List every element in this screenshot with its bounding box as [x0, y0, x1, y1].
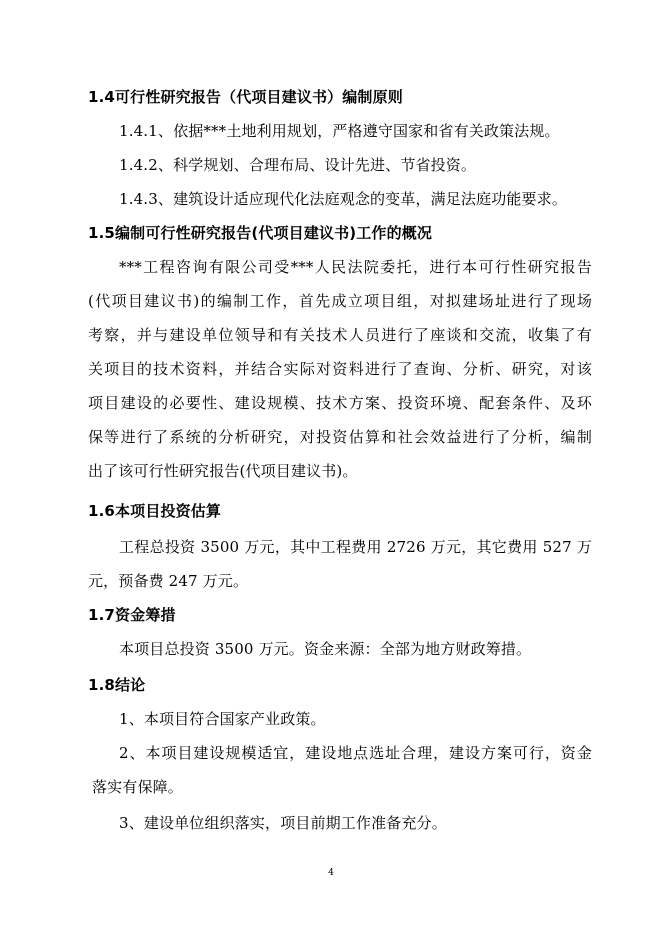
- section-1-8-line-2: 2、本项目建设规模适宜，建设地点选址合理，建设方案可行，资金: [119, 744, 592, 762]
- section-1-7-line-1: 本项目总投资 3500 万元。资金来源：全部为地方财政筹措。: [119, 640, 532, 658]
- section-1-5-heading: 1.5编制可行性研究报告(代项目建议书)工作的概况: [88, 224, 433, 242]
- section-1-4-item-1: 1.4.1、依据***土地利用规划，严格遵守国家和省有关政策法规。: [119, 122, 560, 140]
- section-1-8-line-3: 落实有保障。: [92, 778, 183, 796]
- section-1-4-heading: 1.4可行性研究报告（代项目建议书）编制原则: [88, 88, 403, 106]
- section-1-6-heading: 1.6本项目投资估算: [88, 502, 222, 520]
- page-number: 4: [328, 868, 334, 878]
- section-1-5-line-2: (代项目建议书)的编制工作，首先成立项目组，对拟建场址进行了现场: [88, 292, 592, 310]
- section-1-5-line-5: 项目建设的必要性、建设规模、技术方案、投资环境、配套条件、及环: [88, 394, 592, 412]
- section-1-4-item-3: 1.4.3、建筑设计适应现代化法庭观念的变革，满足法庭功能要求。: [119, 190, 567, 208]
- section-1-5-line-6: 保等进行了系统的分析研究，对投资估算和社会效益进行了分析，编制: [88, 428, 592, 446]
- section-1-5-line-3: 考察，并与建设单位领导和有关技术人员进行了座谈和交流，收集了有: [88, 326, 592, 344]
- section-1-6-line-1: 工程总投资 3500 万元，其中工程费用 2726 万元，其它费用 527 万: [119, 538, 592, 556]
- section-1-6-line-2: 元，预备费 247 万元。: [88, 572, 249, 590]
- section-1-5-line-1: ***工程咨询有限公司受***人民法院委托，进行本可行性研究报告: [119, 258, 592, 276]
- section-1-5-line-4: 关项目的技术资料，并结合实际对资料进行了查询、分析、研究，对该: [88, 360, 592, 378]
- section-1-5-line-7: 出了该可行性研究报告(代项目建议书)。: [88, 462, 358, 480]
- section-1-8-heading: 1.8结论: [88, 676, 146, 694]
- section-1-8-line-4: 3、建设单位组织落实，项目前期工作准备充分。: [119, 814, 447, 832]
- section-1-8-line-1: 1、本项目符合国家产业政策。: [119, 710, 326, 728]
- section-1-7-heading: 1.7资金筹措: [88, 606, 176, 624]
- section-1-4-item-2: 1.4.2、科学规划、合理布局、设计先进、节省投资。: [119, 156, 477, 174]
